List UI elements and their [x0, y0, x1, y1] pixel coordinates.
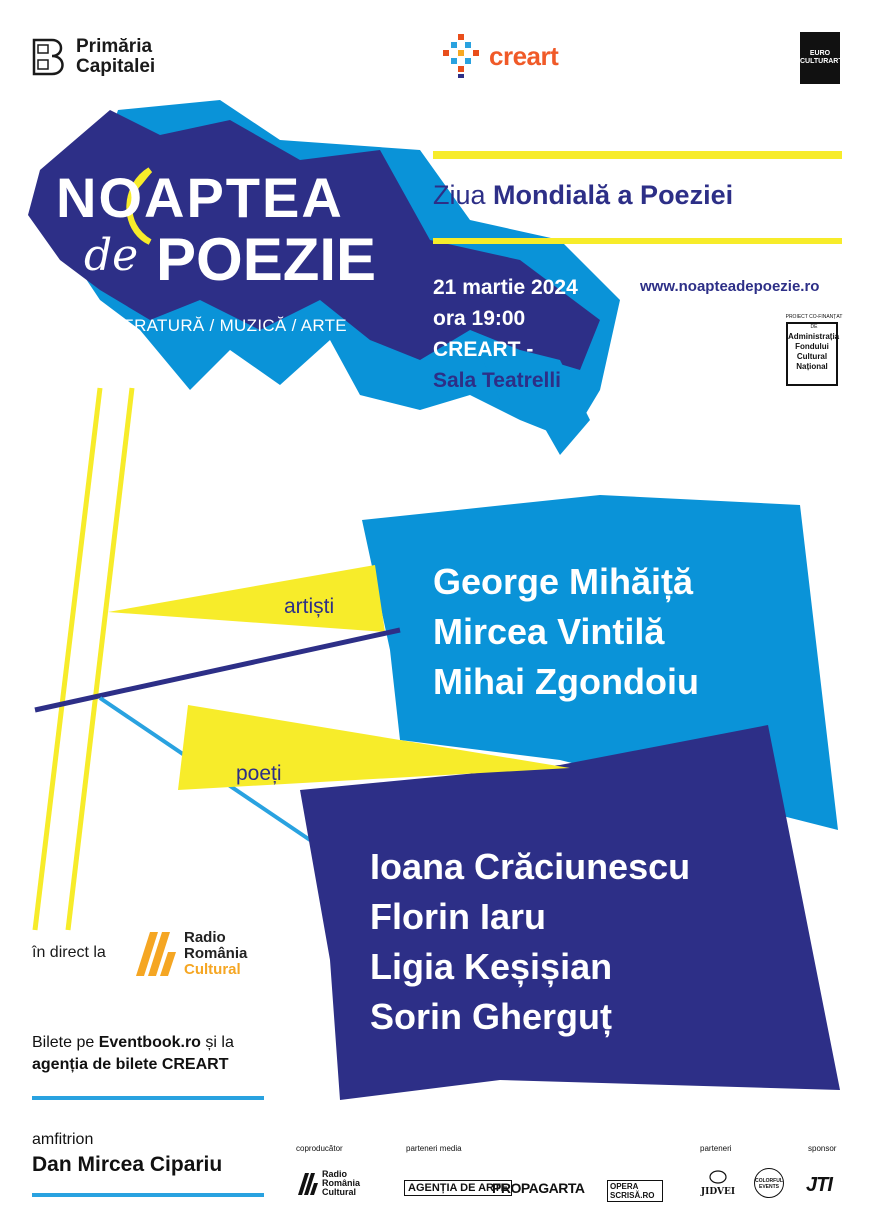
ziua-bar-top: [433, 151, 842, 159]
acn-logo[interactable]: [785, 314, 843, 386]
opera-scrisa-logo[interactable]: OPERA SCRISĂ.RO: [607, 1180, 663, 1202]
title-noaptea: NOAPTEA: [56, 166, 344, 229]
eventbook-link[interactable]: Eventbook.ro: [98, 1034, 201, 1051]
acn-line4: Național: [796, 362, 828, 371]
jidvei-logo[interactable]: [698, 1170, 738, 1197]
website-link[interactable]: www.noapteadepoezie.ro: [640, 278, 820, 295]
poet-name: Ligia Keșișian: [370, 946, 613, 987]
radio-waves-icon: [296, 1171, 318, 1197]
jidvei-label: JIDVEI: [700, 1187, 736, 1197]
creart-wordmark: creart: [489, 40, 559, 71]
creart-motif-icon: [437, 32, 485, 80]
partners-label: parteneri: [700, 1144, 732, 1153]
title-de: de: [84, 230, 139, 281]
flag-pole-left: [35, 388, 100, 930]
jti-logo[interactable]: JTI: [806, 1174, 832, 1196]
poets-list: [370, 842, 690, 1042]
radio-line1: Radio: [184, 929, 226, 946]
divider: [32, 1096, 264, 1100]
poet-name: Florin Iaru: [370, 896, 547, 937]
radio-line3: Cultural: [184, 961, 241, 978]
host-label: amfitrion: [32, 1131, 94, 1148]
ziua-part1: Ziua: [433, 180, 494, 210]
event-venue: CREART -: [433, 338, 534, 361]
copro-line3: Cultural: [322, 1187, 357, 1197]
navy-rope: [35, 630, 400, 710]
coproducator-label: coproducător: [296, 1144, 343, 1153]
euroculturart-logo[interactable]: [800, 32, 843, 84]
event-time: ora 19:00: [433, 307, 526, 330]
title-subtitle: LITERATURĂ / MUZICĂ / ARTE: [97, 316, 347, 335]
host-name: Dan Mircea Cipariu: [32, 1153, 223, 1176]
sponsor-label: sponsor: [808, 1144, 837, 1153]
divider: [32, 1193, 264, 1197]
acn-line1: Administrația: [788, 332, 840, 341]
copro-line1: Radio: [322, 1169, 348, 1179]
poeti-label: poeți: [236, 762, 282, 785]
creart-logo[interactable]: [437, 32, 558, 80]
ziua-bar-bottom: [433, 238, 842, 244]
euro-line2: CULTURART: [800, 58, 843, 65]
primaria-emblem-icon: [32, 36, 68, 78]
acn-line3: Cultural: [796, 352, 828, 361]
event-details: [433, 272, 578, 396]
event-date: 21 martie 2024: [433, 276, 578, 299]
broadcast-label: în direct la: [32, 944, 106, 961]
artist-name: Mihai Zgondoiu: [433, 661, 699, 702]
media-partners-label: parteneri media: [406, 1144, 462, 1153]
artist-name: Mircea Vintilă: [433, 611, 665, 652]
acn-caption: PROIECT CO-FINANȚAT DE: [785, 314, 843, 330]
tickets-suffix: și la: [200, 1034, 234, 1051]
artists-pennant: [108, 565, 385, 632]
primaria-line1: Primăria: [76, 36, 153, 57]
jidvei-crest-icon: [709, 1170, 727, 1184]
poet-name: Ioana Crăciunescu: [370, 846, 691, 887]
radio-line2: România: [184, 945, 248, 962]
primaria-line2: Capitalei: [76, 56, 156, 77]
tickets-prefix: Bilete pe: [32, 1034, 99, 1051]
flag-pole-right: [68, 388, 132, 930]
poet-name: Sorin Gherguț: [370, 996, 612, 1037]
ziua-part2: Mondială a Poeziei: [493, 180, 734, 210]
primaria-logo[interactable]: [32, 36, 155, 78]
artist-name: George Mihăiță: [433, 561, 694, 602]
title-poezie: POEZIE: [156, 226, 377, 293]
coproducator-logo[interactable]: [296, 1170, 360, 1197]
euro-line1: EURO: [809, 50, 831, 57]
ziua-mondiala-heading: [433, 180, 733, 211]
copro-line2: România: [322, 1178, 361, 1188]
event-hall: Sala Teatrelli: [433, 369, 562, 392]
radio-romania-cultural-logo[interactable]: [132, 928, 247, 980]
propagarta-logo[interactable]: PROPAGARTA: [492, 1180, 585, 1196]
radio-waves-icon: [132, 928, 176, 980]
acn-line2: Fondului: [795, 342, 829, 351]
agentia-de-arte-logo[interactable]: AGENȚIA DE ARTE: [404, 1180, 512, 1196]
artisti-label: artiști: [284, 595, 335, 618]
tickets-agency: agenția de bilete CREART: [32, 1056, 229, 1073]
artists-list: [433, 557, 699, 707]
tickets-info: [32, 1032, 234, 1076]
colorful-events-logo[interactable]: COLORFUL EVENTS: [754, 1168, 784, 1198]
